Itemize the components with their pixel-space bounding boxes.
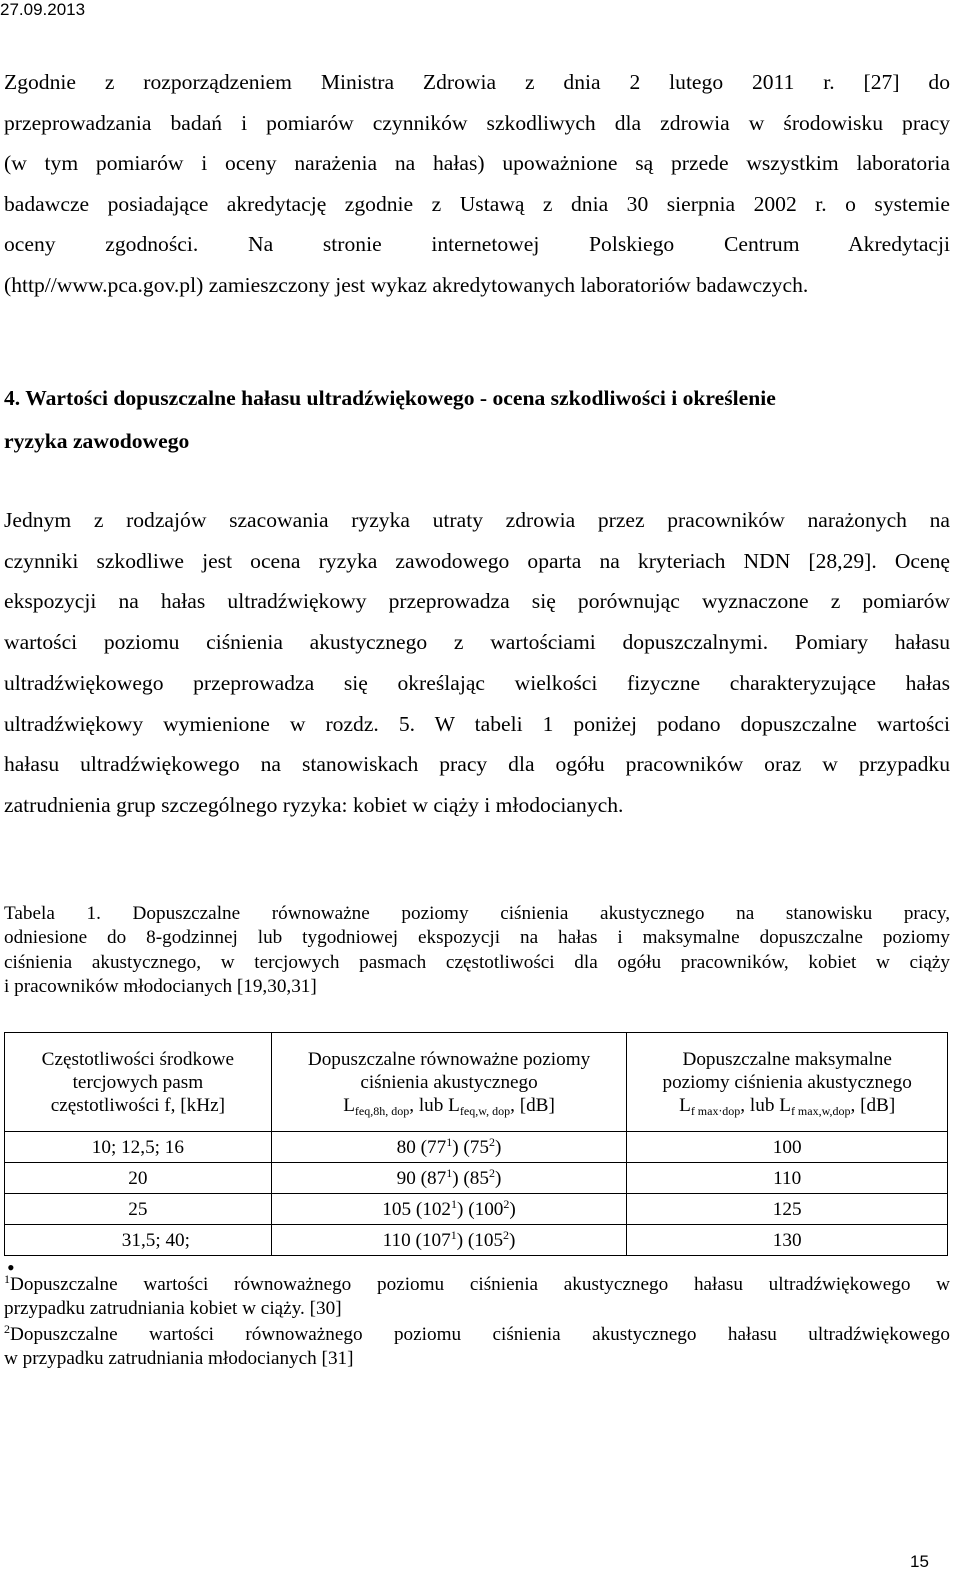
caption-line: odniesione do 8-godzinnej lub tygodniowej ekspozycji na hałas i maksymalne dopuszczalne poziomy <box>4 927 950 949</box>
section-title-line1: Wartości dopuszczalne hałasu ultradźwiękowego - ocena szkodliwości i określenie <box>25 386 776 410</box>
footnote-line <box>4 1273 950 1297</box>
table-row <box>5 1132 948 1163</box>
header-text: Częstotliwości środkowe <box>41 1048 235 1070</box>
footnote-1 <box>4 1273 950 1321</box>
subscript: f max,w,dop <box>790 1103 851 1118</box>
symbol: L <box>679 1094 691 1116</box>
text-line: ultradźwiękowego przeprowadza się określając wielkości fizyczne charakteryzujące hałas <box>4 670 950 695</box>
paragraph-accreditation <box>4 62 950 305</box>
header-equivalent-levels <box>271 1033 627 1132</box>
header-text: Dopuszczalne maksymalne <box>682 1048 892 1070</box>
caption-line: i pracowników młodocianych [19,30,31] <box>4 976 317 998</box>
unit: , [dB] <box>850 1094 896 1116</box>
table-header-row <box>5 1033 948 1132</box>
cell-max: 110 <box>627 1163 948 1194</box>
table-row <box>5 1225 948 1256</box>
text-line: ultradźwiękowy wymienione w rozdz. 5. W tabeli 1 poniżej podano dopuszczalne wartości <box>4 711 950 736</box>
header-frequency <box>5 1033 272 1132</box>
header-text: Dopuszczalne równoważne poziomy <box>307 1048 591 1070</box>
noise-limits-table <box>4 1032 948 1256</box>
section-number: 4. <box>4 386 21 410</box>
text-line: hałasu ultradźwiękowego na stanowiskach pracy dla ogółu pracowników oraz w przypadku <box>4 752 950 777</box>
header-max-levels <box>627 1033 948 1132</box>
header-text: częstotliwości f, [kHz] <box>50 1094 225 1116</box>
text-line: (http//www.pca.gov.pl) zamieszczony jest wykaz akredytowanych laboratoriów badawczych. <box>4 272 809 297</box>
cell-equivalent: 90 $(87^1)$ $(85^2)$ <box>271 1163 627 1194</box>
text-line: (w tym pomiarów i oceny narażenia na hałas) upoważnione są przede wszystkim laboratoria <box>4 151 950 175</box>
text-line: czynniki szkodliwe jest ocena ryzyka zawodowego oparta na kryteriach NDN [28,29]. Ocenę <box>4 548 950 573</box>
symbol: L <box>343 1094 355 1116</box>
text-line: oceny zgodności. Na stronie internetowej Polskiego Centrum Akredytacji <box>4 232 950 256</box>
page-number: 15 <box>910 1552 929 1571</box>
section-heading <box>4 377 924 463</box>
cell-equivalent: 110 $(107^1)$ $(105^2)$ <box>271 1225 627 1256</box>
text-line: przeprowadzania badań i pomiarów czynników szkodliwych dla zdrowia w środowisku pracy <box>4 110 950 135</box>
footnote-line: przypadku zatrudniania kobiet w ciąży. [30] <box>4 1298 342 1320</box>
symbol: , lub L <box>740 1094 791 1116</box>
footnote-2 <box>4 1323 950 1371</box>
table-caption <box>4 902 950 1000</box>
header-formula <box>631 1094 943 1117</box>
symbol: , lub L <box>409 1094 460 1116</box>
cell-equivalent: 80 $(77^1)$ $(75^2)$ <box>271 1132 627 1163</box>
header-formula <box>276 1094 623 1117</box>
footnote-line: w przypadku zatrudniania młodocianych [31] <box>4 1348 354 1370</box>
footnote-mark: 1 <box>4 1272 10 1286</box>
header-text: ciśnienia akustycznego <box>360 1071 538 1093</box>
header-date: 27.09.2013 <box>0 0 86 19</box>
cell-frequency: 25 <box>5 1194 272 1225</box>
text-line: ekspozycji na hałas ultradźwiękowy przeprowadza się porównując wyznaczone z pomiarów <box>4 589 950 614</box>
text-line: zatrudnienia grup szczególnego ryzyka: kobiet w ciąży i młodocianych. <box>4 792 624 817</box>
cell-frequency: 20 <box>5 1163 272 1194</box>
cell-max: 100 <box>627 1132 948 1163</box>
cell-frequency: 10; 12,5; 16 <box>5 1132 272 1163</box>
header-text: poziomy ciśnienia akustycznego <box>662 1071 912 1093</box>
footnote-mark: 2 <box>4 1322 10 1336</box>
unit: , [dB] <box>510 1094 555 1116</box>
caption-line: ciśnienia akustycznego, w tercjowych pasmach częstotliwości dla ogółu pracowników, kobiet w ciąży <box>4 951 950 973</box>
bullet-dot: • <box>7 1255 15 1280</box>
footnote-line <box>4 1323 950 1347</box>
table-row <box>5 1194 948 1225</box>
text-line: Jednym z rodzajów szacowania ryzyka utraty zdrowia przez pracowników narażonych na <box>4 508 950 532</box>
paragraph-risk-assessment <box>4 500 950 826</box>
text-line: badawcze posiadające akredytację zgodnie z Ustawą z dnia 30 sierpnia 2002 r. o systemie <box>4 191 950 216</box>
cell-max: 125 <box>627 1194 948 1225</box>
cell-frequency: 31,5; 40; <box>5 1225 272 1256</box>
footnote-text: Dopuszczalne wartości równoważnego poziomu ciśnienia akustycznego hałasu ultradźwiękowego <box>10 1324 950 1345</box>
header-text: tercjowych pasm <box>72 1071 204 1093</box>
subscript: feq,8h, dop <box>354 1103 410 1118</box>
text-line: Zgodnie z rozporządzeniem Ministra Zdrowia z dnia 2 lutego 2011 r. [27] do <box>4 70 950 94</box>
subscript: f max‧dop <box>690 1103 741 1118</box>
cell-max: 130 <box>627 1225 948 1256</box>
caption-line: Tabela 1. Dopuszczalne równoważne poziomy ciśnienia akustycznego na stanowisku pracy, <box>4 903 950 924</box>
cell-equivalent: 105 $(102^1)$ $(100^2)$ <box>271 1194 627 1225</box>
subscript: feq,w, dop <box>459 1103 511 1118</box>
section-title-line2: ryzyka zawodowego <box>4 429 190 453</box>
footnote-text: Dopuszczalne wartości równoważnego poziomu ciśnienia akustycznego hałasu ultradźwiękowego w <box>10 1274 950 1295</box>
table-row <box>5 1163 948 1194</box>
text-line: wartości poziomu ciśnienia akustycznego z wartościami dopuszczalnymi. Pomiary hałasu <box>4 630 950 655</box>
